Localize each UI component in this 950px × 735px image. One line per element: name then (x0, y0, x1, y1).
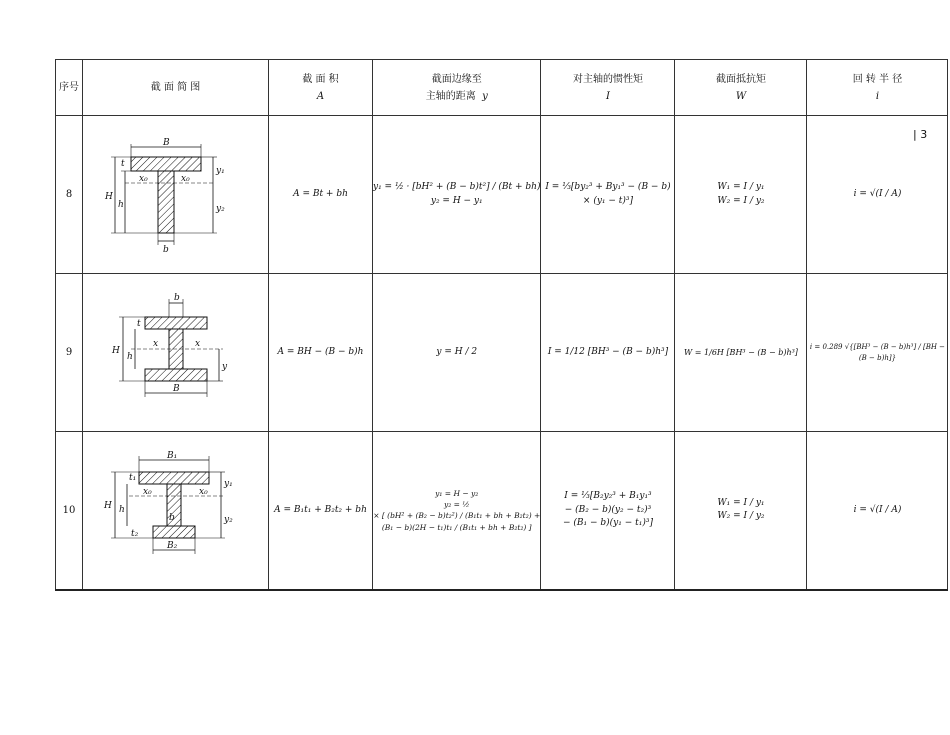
area-formula: A = Bt + bh (269, 116, 373, 274)
radius-formula: i = √(I / A) (807, 432, 948, 590)
inertia-formula (541, 432, 675, 590)
label-y2: y₂ (215, 203, 225, 214)
label-y1: y₁ (215, 165, 225, 176)
modulus-formula (675, 432, 807, 590)
label-y: y (221, 361, 227, 372)
label-h: h (117, 199, 124, 210)
header-inertia (541, 60, 675, 116)
label-t1: t₁ (128, 473, 136, 484)
distance-formula (373, 432, 541, 590)
inertia-line-2: − (B₂ − b)(y₂ − t₂)³ (564, 504, 652, 515)
label-t2: t₂ (130, 529, 138, 540)
section-figure-t (83, 116, 269, 274)
header-radius-label: 回 转 半 径 (852, 73, 903, 85)
inertia-line-1: I = ⅓[B₂y₂³ + B₁y₁³ (564, 491, 652, 501)
radius-formula: i = 0.289 √{[BH³ − (B − b)h³] / [BH − (B − b)h]} (807, 274, 948, 432)
label-B: B (172, 383, 180, 394)
area-formula: A = BH − (B − b)h (269, 274, 373, 432)
header-no: 序号 (56, 60, 83, 116)
inertia-formula: I = 1/12 [BH³ − (B − b)h³] (541, 274, 675, 432)
modulus-formula (675, 116, 807, 274)
flange-shape (131, 157, 201, 171)
label-b: b (162, 244, 169, 255)
label-x-right: x (194, 338, 200, 349)
header-modulus (675, 60, 807, 116)
header-modulus-label: 截面抵抗矩 (715, 73, 766, 85)
w2-formula: W₂ = I / y₂ (717, 195, 765, 206)
inertia-line-2: × (y₁ − t)³] (582, 195, 634, 206)
distance-formula (373, 116, 541, 274)
bottom-flange-shape (145, 369, 207, 381)
label-B2: B₂ (166, 541, 177, 552)
label-h: h (126, 351, 133, 362)
table-row (56, 274, 948, 432)
label-b: b (173, 292, 180, 303)
label-x0-right: x₀ (180, 173, 190, 184)
w1-formula: W₁ = I / y₁ (717, 497, 765, 508)
label-y1: y₁ (223, 479, 233, 490)
label-x0-right: x₀ (198, 487, 208, 498)
label-x0-left: x₀ (142, 487, 152, 498)
w1-formula: W₁ = I / y₁ (717, 182, 765, 192)
section-figure-i (83, 274, 269, 432)
header-radius (807, 60, 948, 116)
header-modulus-symbol: W (735, 90, 747, 102)
label-h: h (118, 505, 125, 516)
label-x-left: x (152, 338, 158, 349)
label-t: t (136, 318, 141, 329)
area-formula: A = B₁t₁ + B₂t₂ + bh (269, 432, 373, 590)
bottom-flange-shape (153, 526, 195, 538)
w2-formula: W₂ = I / y₂ (717, 511, 765, 522)
label-B1: B₁ (166, 451, 177, 462)
radius-formula: i = √(I / A) (807, 116, 948, 274)
y1-formula: y₁ = H − y₂ (435, 488, 479, 498)
label-y2: y₂ (223, 515, 233, 526)
row-number: 9 (56, 274, 83, 432)
label-b: b (168, 513, 175, 524)
label-B: B (162, 137, 170, 148)
header-distance-symbol: y (482, 90, 488, 102)
header-radius-symbol: i (875, 90, 880, 102)
header-inertia-symbol: I (606, 90, 610, 102)
modulus-formula: W = 1/6H [BH³ − (B − b)h³] (675, 274, 807, 432)
label-x0-left: x₀ (138, 173, 148, 184)
y2-formula: y₂ = H − y₁ (430, 195, 483, 206)
header-row (56, 60, 948, 116)
header-inertia-label: 对主轴的惯性矩 (572, 73, 643, 85)
label-H: H (104, 191, 113, 202)
label-H: H (103, 501, 112, 512)
section-properties-table (55, 59, 948, 591)
y2-bracket-line-1: × [ (bH² + (B₂ − b)t₂²) / (B₁t₁ + bh + B₂t₂) + (373, 511, 541, 521)
distance-formula: y = H / 2 (373, 274, 541, 432)
header-distance-label-1: 截面边缘至 (431, 73, 482, 85)
header-figure: 截 面 简 图 (83, 60, 269, 116)
header-distance (373, 60, 541, 116)
y2-formula: y₂ = ½ (443, 500, 470, 509)
top-flange-shape (145, 317, 207, 329)
header-distance-label-2: 主轴的距离 (425, 90, 476, 102)
table-row (56, 432, 948, 590)
section-figure-asym-i (83, 432, 269, 590)
inertia-formula (541, 116, 675, 274)
table-row (56, 116, 948, 274)
web-shape (158, 171, 174, 233)
row-number: 8 (56, 116, 83, 274)
inertia-line-1: I = ⅓[by₂³ + By₁³ − (B − b) (545, 182, 671, 192)
header-area-symbol: A (316, 90, 325, 102)
header-area-label: 截 面 积 (302, 73, 339, 85)
header-area (269, 60, 373, 116)
t-section-diagram (101, 135, 251, 255)
y2-bracket-line-2: (B₁ − b)(2H − t₁)t₁ / (B₁t₁ + bh + B₂t₂) ] (381, 522, 532, 532)
label-t: t (120, 158, 125, 169)
asym-i-section-diagram (101, 450, 251, 570)
i-section-diagram (101, 293, 251, 413)
y1-formula: y₁ = ½ · [bH² + (B − b)t²] / (Bt + bh) (373, 182, 541, 192)
page-marker: | 3 (913, 128, 928, 141)
row-number: 10 (56, 432, 83, 590)
top-flange-shape (139, 472, 209, 484)
inertia-line-3: − (B₁ − b)(y₁ − t₁)³] (562, 518, 653, 528)
label-H: H (111, 345, 120, 356)
